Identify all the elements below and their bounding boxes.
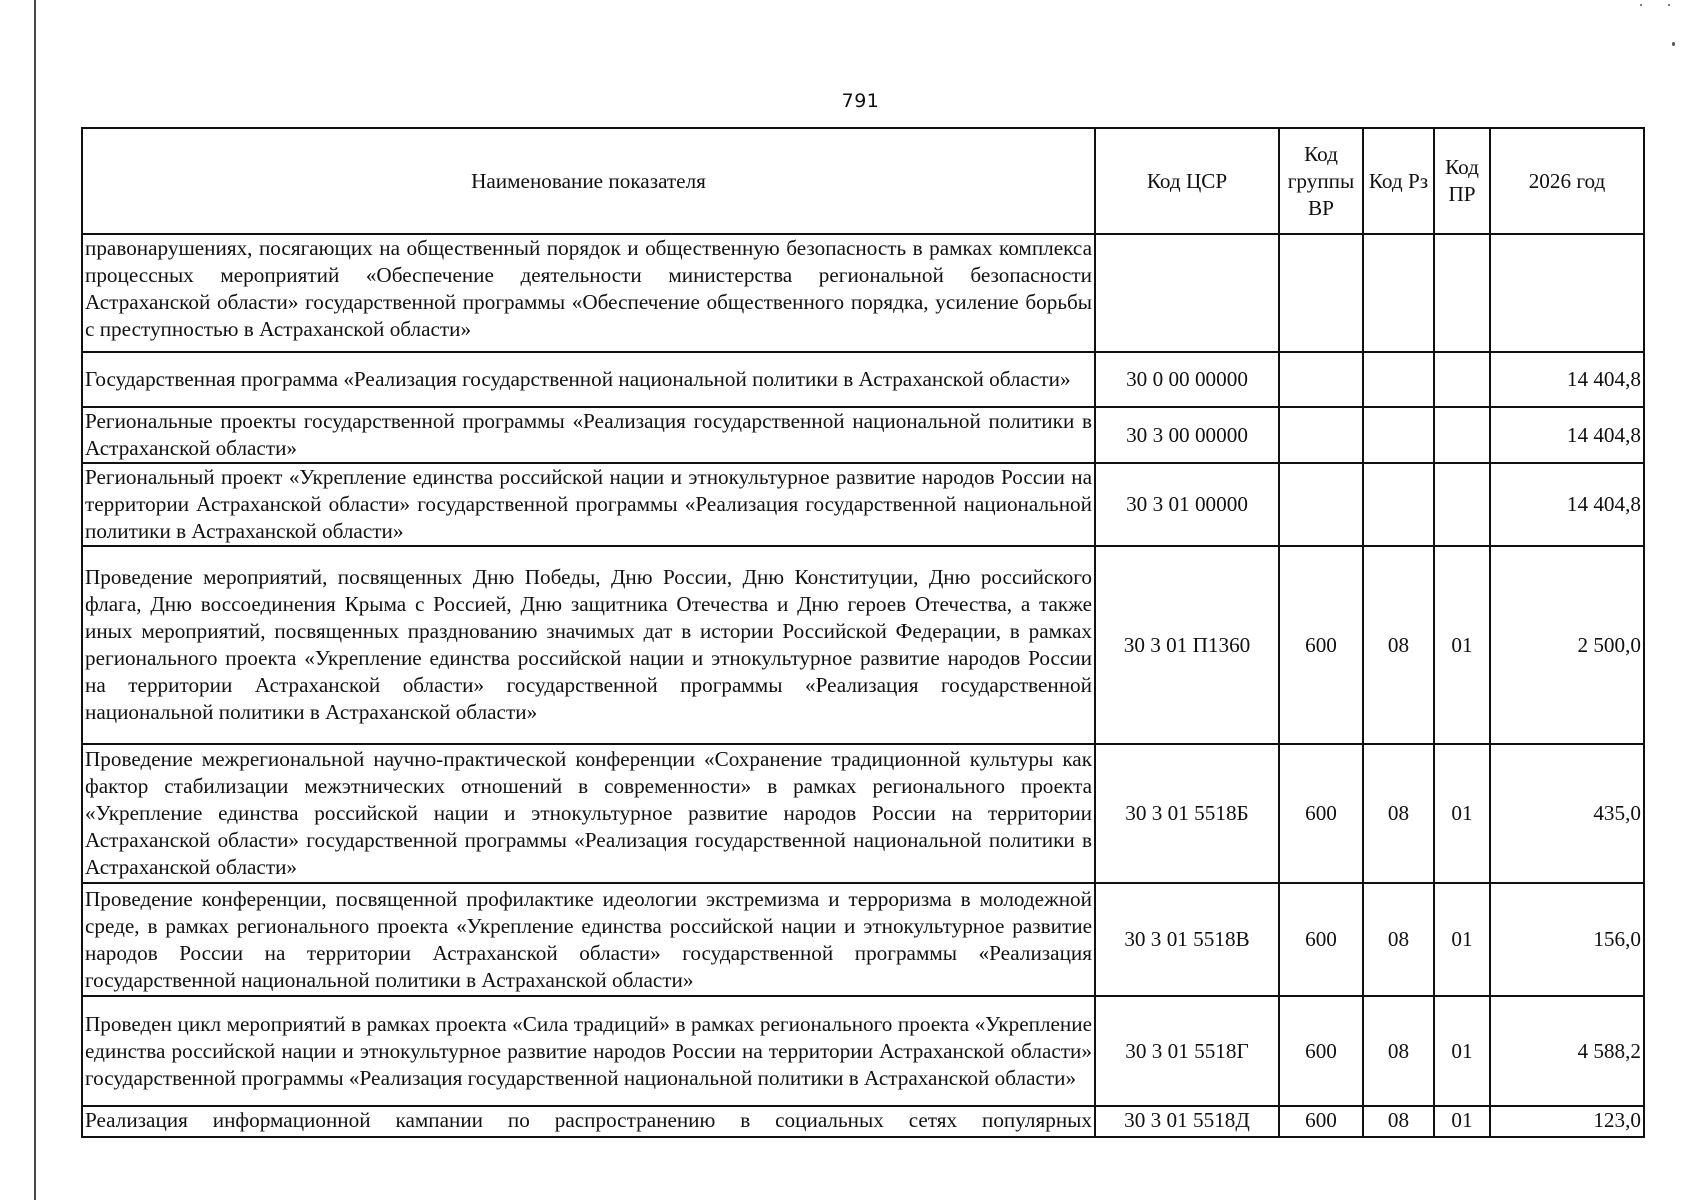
row-amount [1490, 234, 1644, 352]
row-rz-code: 08 [1363, 883, 1434, 996]
header-pr-code: Код ПР [1434, 128, 1490, 234]
row-name: Проведен цикл мероприятий в рамках проекта «Сила традиций» в рамках регионального проекта «Укрепление единства российской нации и этнокультурное развитие народов России на территории Астраханской области» государственной программы «Реализация государственной национальной политики в Астраханской области» [82, 996, 1095, 1106]
row-pr-code: 01 [1434, 883, 1490, 996]
row-rz-code [1363, 352, 1434, 407]
header-csr-code: Код ЦСР [1095, 128, 1279, 234]
row-pr-code [1434, 234, 1490, 352]
row-rz-code [1363, 407, 1434, 463]
row-amount: 2 500,0 [1490, 546, 1644, 744]
table-row [82, 352, 1644, 407]
row-csr-code: 30 3 01 5518Б [1095, 744, 1279, 883]
row-csr-code: 30 3 01 П1360 [1095, 546, 1279, 744]
scan-speck [1668, 4, 1670, 6]
row-name: Региональный проект «Укрепление единства российской нации и этнокультурное развитие народов России на территории Астраханской области» государственной программы «Реализация государственной национальной политики в Астраханской области» [82, 463, 1095, 546]
budget-table [81, 127, 1645, 1138]
table-row [82, 234, 1644, 352]
header-year: 2026 год [1490, 128, 1644, 234]
row-amount: 156,0 [1490, 883, 1644, 996]
table-row [82, 546, 1644, 744]
table-row [82, 463, 1644, 546]
header-rz-code: Код Рз [1363, 128, 1434, 234]
row-pr-code [1434, 407, 1490, 463]
row-pr-code: 01 [1434, 744, 1490, 883]
scan-edge-line [34, 0, 36, 1200]
row-rz-code: 08 [1363, 996, 1434, 1106]
table-row [82, 407, 1644, 463]
row-name: Реализация информационной кампании по распространению в социальных сетях популярных [82, 1106, 1095, 1137]
row-name: Проведение конференции, посвященной профилактике идеологии экстремизма и терроризма в молодежной среде, в рамках регионального проекта «Укрепление единства российской нации и этнокультурное развитие народов России на территории Астраханской области» государственной программы «Реализация государственной национальной политики в Астраханской области» [82, 883, 1095, 996]
row-rz-code: 08 [1363, 546, 1434, 744]
table-row [82, 883, 1644, 996]
row-amount: 14 404,8 [1490, 352, 1644, 407]
row-vr-code [1279, 463, 1363, 546]
row-pr-code [1434, 352, 1490, 407]
row-vr-code [1279, 407, 1363, 463]
row-rz-code: 08 [1363, 1106, 1434, 1137]
row-csr-code [1095, 234, 1279, 352]
row-amount: 4 588,2 [1490, 996, 1644, 1106]
row-csr-code: 30 3 01 00000 [1095, 463, 1279, 546]
row-vr-code [1279, 352, 1363, 407]
row-name: Проведение мероприятий, посвященных Дню Победы, Дню России, Дню Конституции, Дню российского флага, Дню воссоединения Крыма с Россией, Дню защитника Отечества и Дню героев Отечества, а также иных мероприятий, посвященных празднованию значимых дат в истории Российской Федерации, в рамках регионального проекта «Укрепление единства российской нации и этнокультурное развитие народов России на территории Астраханской области» государственной программы «Реализация государственной национальной политики в Астраханской области» [82, 546, 1095, 744]
row-csr-code: 30 0 00 00000 [1095, 352, 1279, 407]
row-pr-code [1434, 463, 1490, 546]
row-amount: 435,0 [1490, 744, 1644, 883]
table-row [82, 744, 1644, 883]
row-csr-code: 30 3 01 5518Г [1095, 996, 1279, 1106]
row-pr-code: 01 [1434, 546, 1490, 744]
row-pr-code: 01 [1434, 996, 1490, 1106]
row-rz-code [1363, 463, 1434, 546]
row-vr-code: 600 [1279, 744, 1363, 883]
row-name: правонарушениях, посягающих на общественный порядок и общественную безопасность в рамках комплекса процессных мероприятий «Обеспечение деятельности министерства региональной безопасности Астраханской области» государственной программы «Обеспечение общественного порядка, усиление борьбы с преступностью в Астраханской области» [82, 234, 1095, 352]
page-number: 791 [841, 90, 880, 112]
row-amount: 14 404,8 [1490, 463, 1644, 546]
row-pr-code: 01 [1434, 1106, 1490, 1137]
row-vr-code: 600 [1279, 996, 1363, 1106]
row-name: Государственная программа «Реализация государственной национальной политики в Астраханской области» [82, 352, 1095, 407]
row-name: Проведение межрегиональной научно-практической конференции «Сохранение традиционной культуры как фактор стабилизации межэтнических отношений в современности» в рамках регионального проекта «Укрепление единства российской нации и этнокультурное развитие народов России на территории Астраханской области» государственной программы «Реализация государственной национальной политики в Астраханской области» [82, 744, 1095, 883]
row-name: Региональные проекты государственной программы «Реализация государственной национальной политики в Астраханской области» [82, 407, 1095, 463]
scan-speck [1640, 4, 1642, 6]
table-row [82, 1106, 1644, 1137]
row-rz-code [1363, 234, 1434, 352]
scan-speck [1672, 42, 1675, 46]
row-rz-code: 08 [1363, 744, 1434, 883]
header-name: Наименование показателя [82, 128, 1095, 234]
row-vr-code: 600 [1279, 546, 1363, 744]
row-vr-code: 600 [1279, 883, 1363, 996]
table-header-row [82, 128, 1644, 234]
row-amount: 123,0 [1490, 1106, 1644, 1137]
row-csr-code: 30 3 00 00000 [1095, 407, 1279, 463]
table-row [82, 996, 1644, 1106]
row-vr-code [1279, 234, 1363, 352]
row-csr-code: 30 3 01 5518Д [1095, 1106, 1279, 1137]
row-csr-code: 30 3 01 5518В [1095, 883, 1279, 996]
row-vr-code: 600 [1279, 1106, 1363, 1137]
row-amount: 14 404,8 [1490, 407, 1644, 463]
header-vr-group-code: Код группы ВР [1279, 128, 1363, 234]
